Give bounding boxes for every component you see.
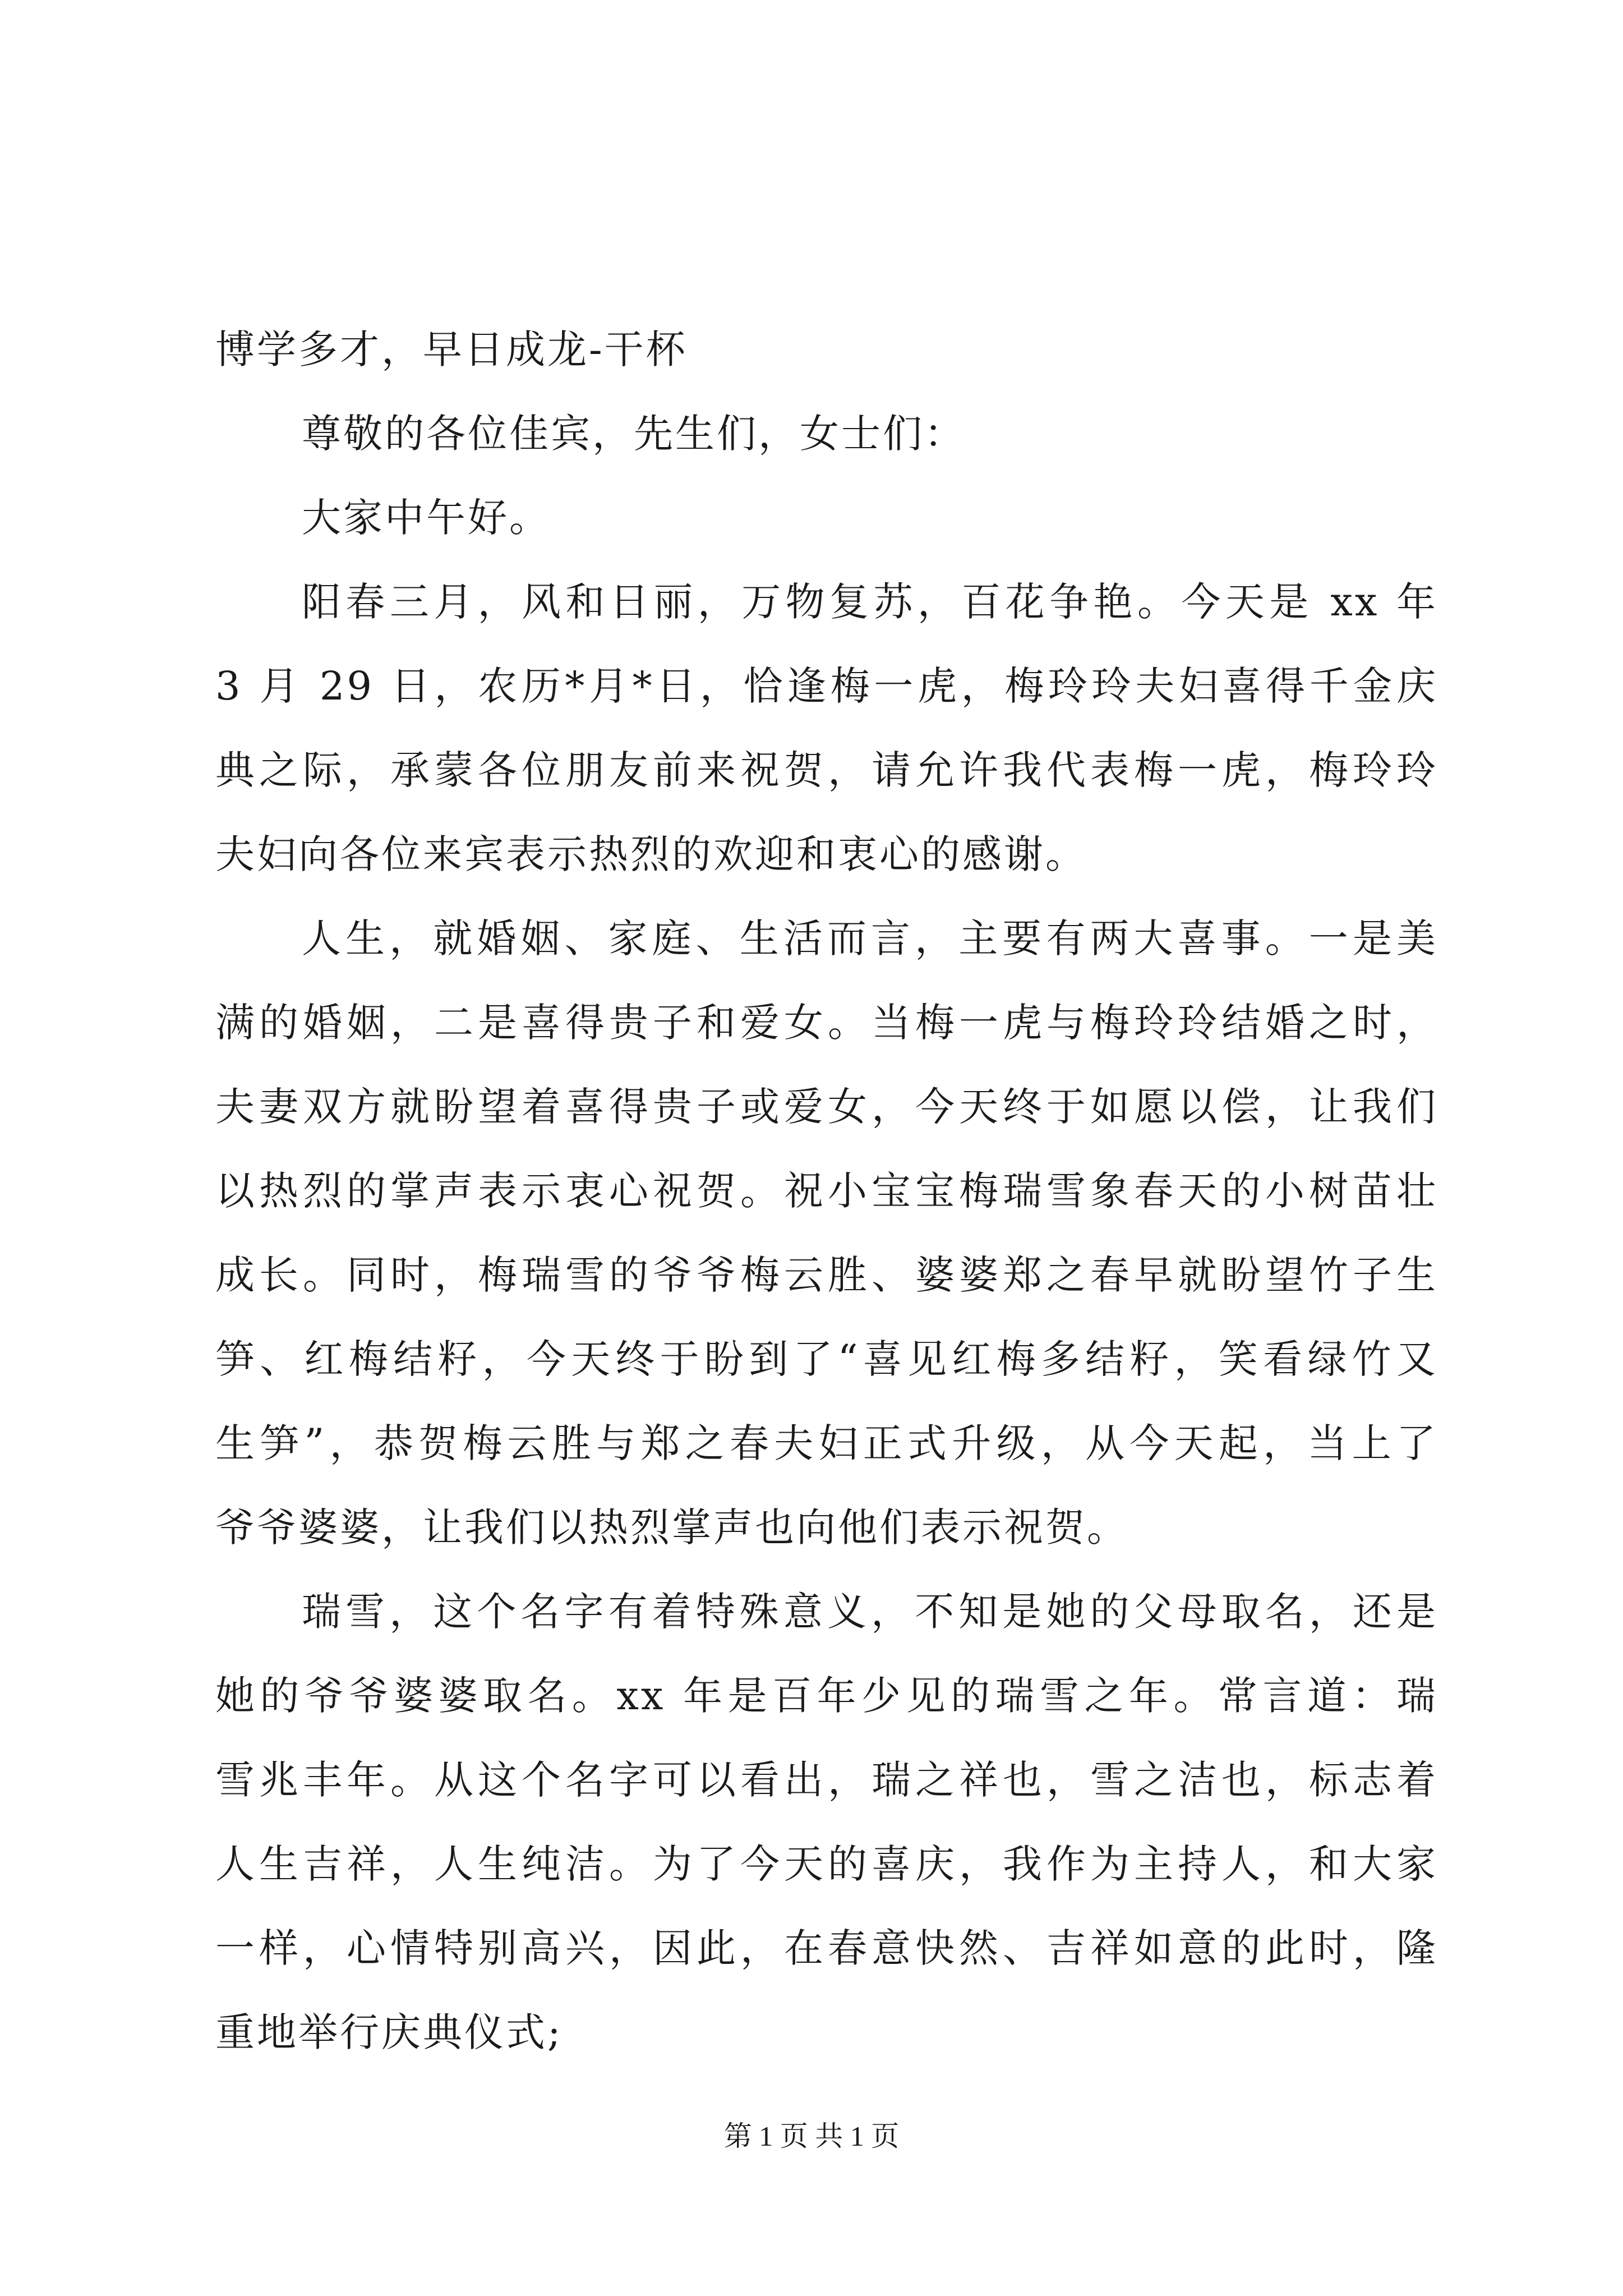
text-line: 生笋”，恭贺梅云胜与郑之春夫妇正式升级，从今天起，当上了: [215, 1420, 1438, 1466]
text-line: 大家中午好。: [302, 495, 551, 541]
text-line: 人生，就婚姻、家庭、生活而言，主要有两大喜事。一是美: [302, 915, 1438, 961]
text-line: 尊敬的各位佳宾，先生们，女士们：: [302, 411, 966, 457]
text-line: 阳春三月，风和日丽，万物复苏，百花争艳。今天是 xx 年: [302, 579, 1438, 625]
text-line: 夫妻双方就盼望着喜得贵子或爱女，今天终于如愿以偿，让我们: [215, 1084, 1438, 1130]
text-line: 她的爷爷婆婆取名。xx 年是百年少见的瑞雪之年。常言道：瑞: [215, 1673, 1438, 1719]
text-line: 爷爷婆婆，让我们以热烈掌声也向他们表示祝贺。: [215, 1504, 1128, 1550]
text-line: 一样，心情特别高兴，因此，在春意快然、吉祥如意的此时，隆: [215, 1925, 1438, 1971]
text-line: 夫妇向各位来宾表示热烈的欢迎和衷心的感谢。: [215, 831, 1087, 877]
text-line: 雪兆丰年。从这个名字可以看出，瑞之祥也，雪之洁也，标志着: [215, 1757, 1438, 1803]
text-line: 满的婚姻，二是喜得贵子和爱女。当梅一虎与梅玲玲结婚之时，: [215, 1000, 1438, 1046]
text-line: 3 月 29 日，农历*月*日，恰逢梅一虎，梅玲玲夫妇喜得千金庆: [215, 663, 1438, 709]
text-line: 笋、红梅结籽，今天终于盼到了“喜见红梅多结籽，笑看绿竹又: [215, 1336, 1438, 1382]
text-line: 瑞雪，这个名字有着特殊意义，不知是她的父母取名，还是: [302, 1589, 1438, 1635]
text-line: 成长。同时，梅瑞雪的爷爷梅云胜、婆婆郑之春早就盼望竹子生: [215, 1252, 1438, 1298]
text-line: 典之际，承蒙各位朋友前来祝贺，请允许我代表梅一虎，梅玲玲: [215, 747, 1438, 793]
text-line: 以热烈的掌声表示衷心祝贺。祝小宝宝梅瑞雪象春天的小树苗壮: [215, 1168, 1438, 1214]
page-footer: 第 1 页 共 1 页: [723, 2120, 900, 2152]
text-line: 重地举行庆典仪式;: [215, 2009, 563, 2055]
document-body: [215, 307, 1438, 2074]
text-line: 人生吉祥，人生纯洁。为了今天的喜庆，我作为主持人，和大家: [215, 1841, 1438, 1887]
text-line: 博学多才，早日成龙-干杯: [215, 326, 688, 372]
